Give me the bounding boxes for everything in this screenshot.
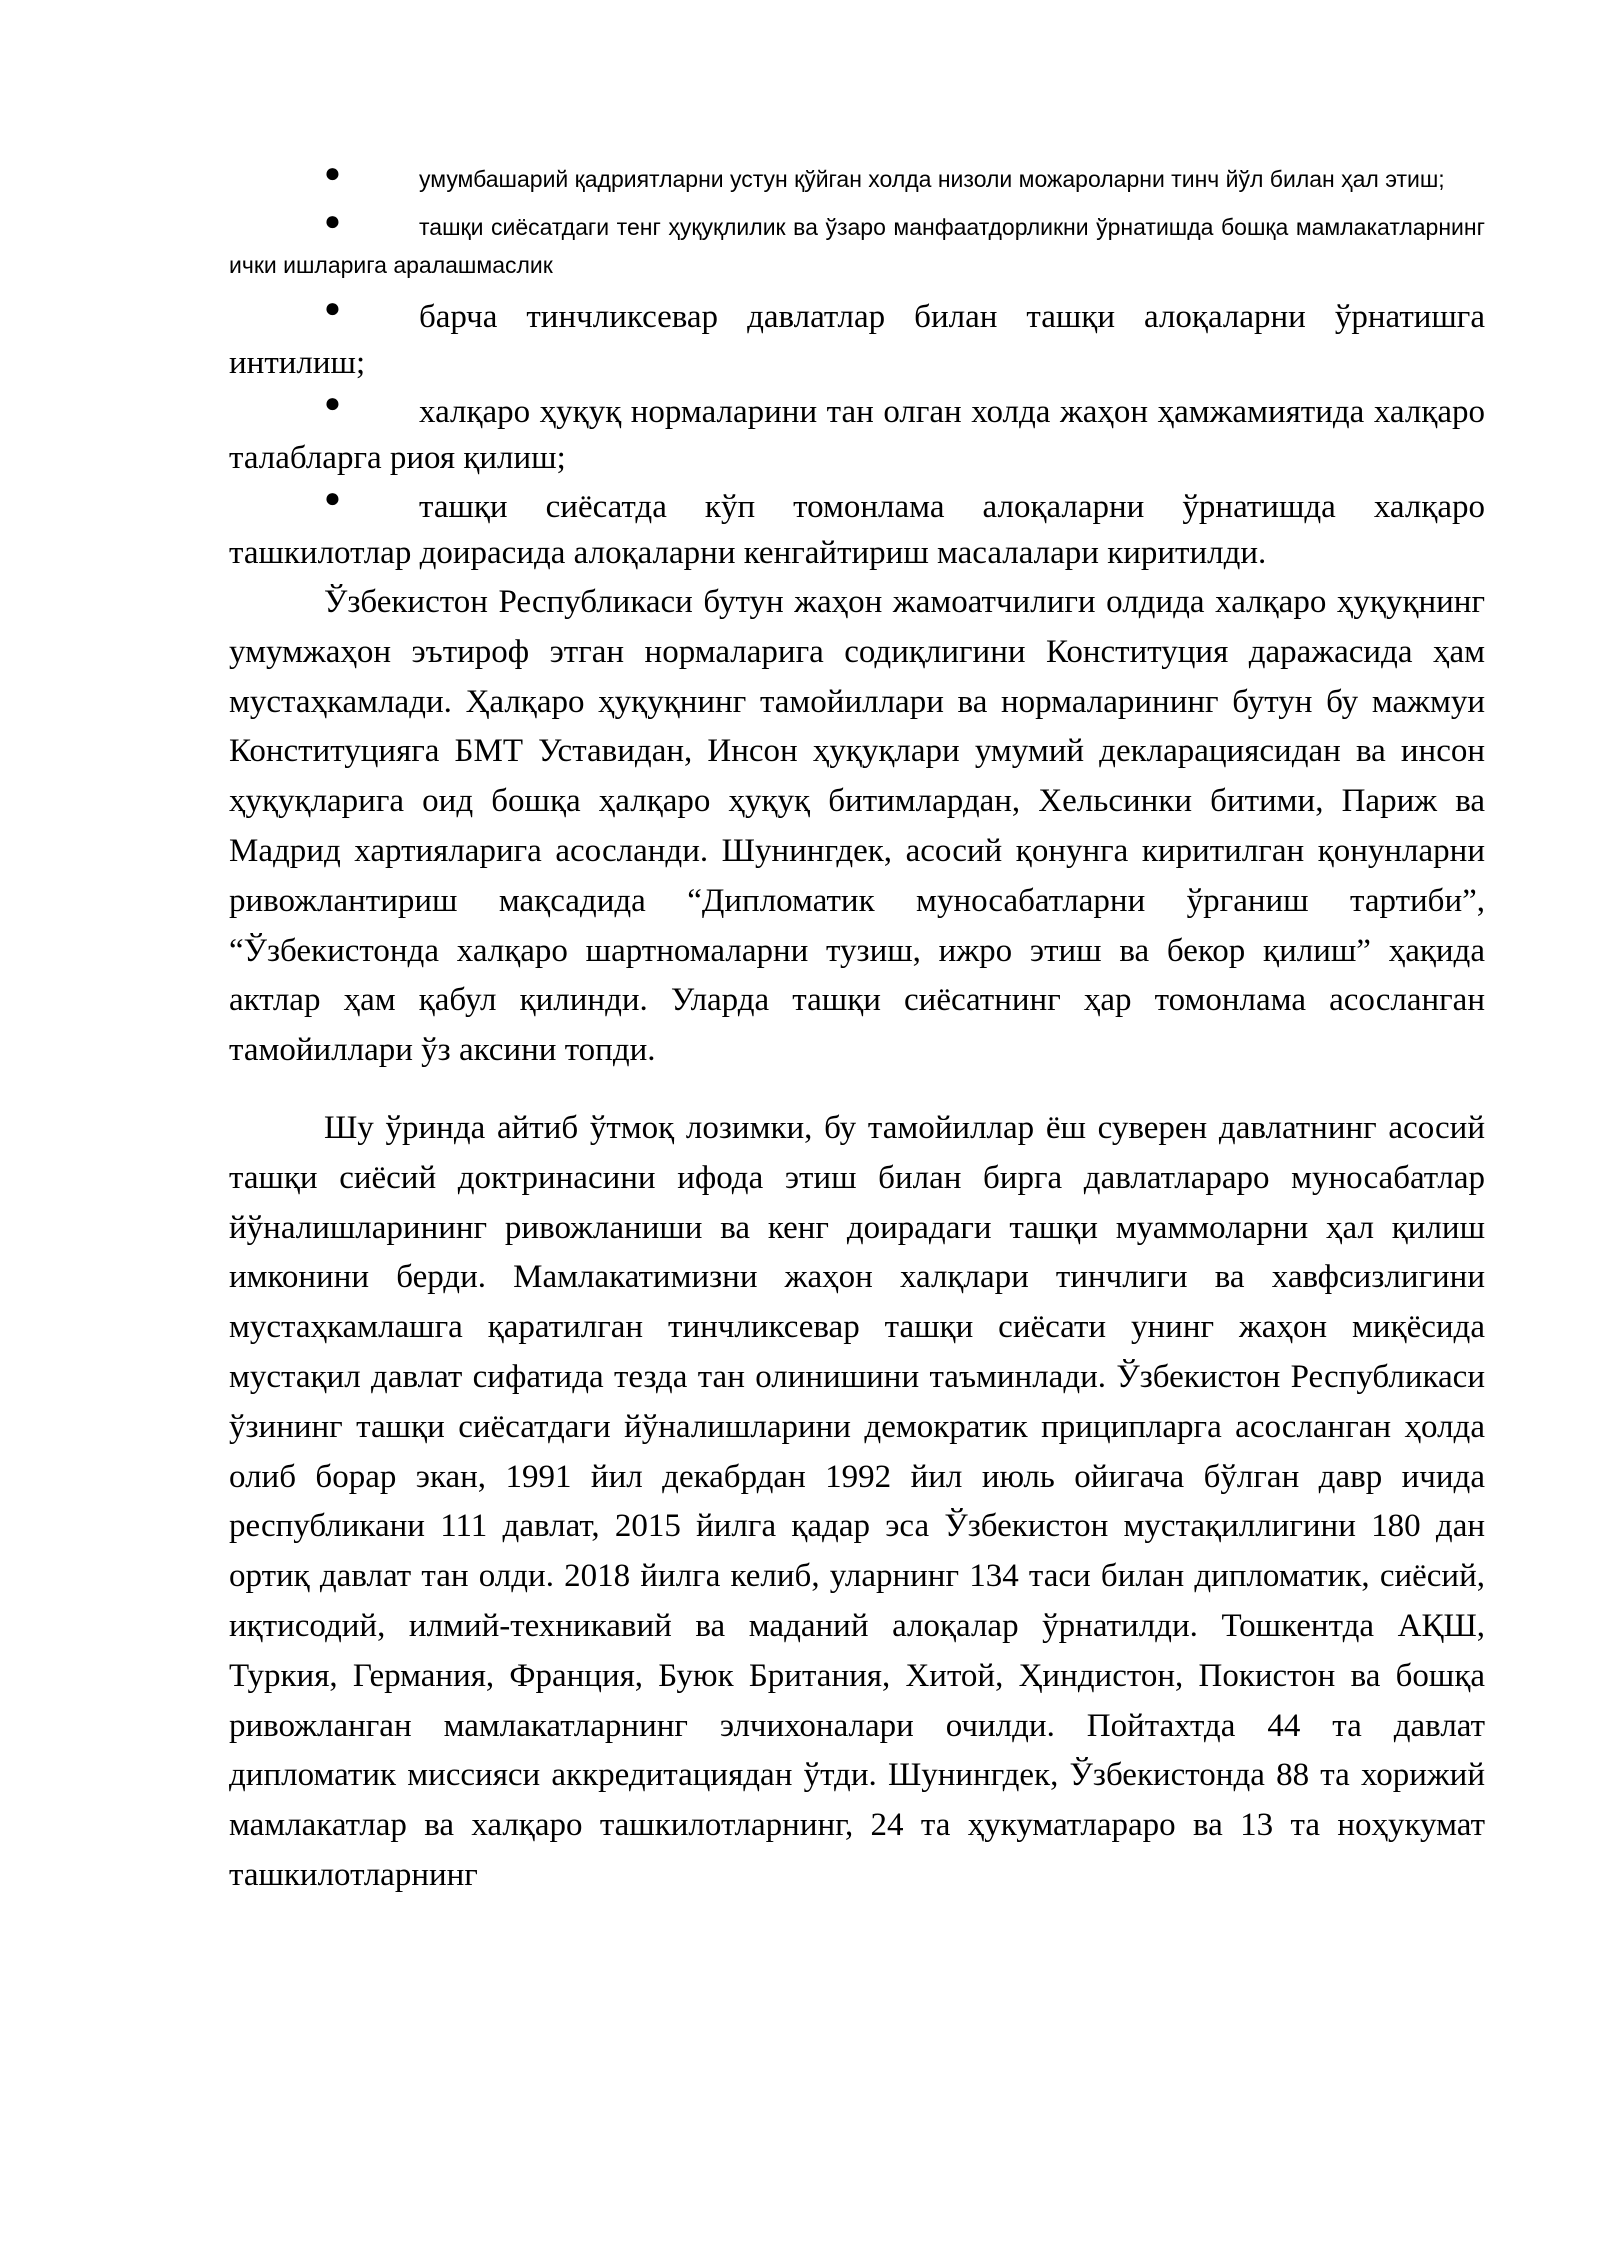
bullet-marker: ● <box>324 483 341 514</box>
bullet-text: ташқи сиёсатда кўп томонлама алоқаларни ўрнатишда халқаро ташкилотлар доирасида алоқаларни кенгайтириш масалалари киритилди. <box>229 489 1485 571</box>
bullet-text: ташқи сиёсатдаги тенг ҳуқуқлилик ва ўзаро манфаатдорликни ўрнатишда бошқа мамлакатларнинг ички ишларига аралашмаслик <box>229 214 1485 278</box>
body-paragraph: Ўзбекистон Республикаси бутун жаҳон жамоатчилиги олдида халқаро ҳуқуқнинг умумжаҳон эътироф этган нормаларига содиқлигини Конституция даражасида ҳам мустаҳкамлади. Ҳалқаро ҳуқуқнинг тамойиллари ва нормаларининг бутун бу мажмуи Конституцияга БМТ Уставидан, Инсон ҳуқуқлари умумий декларациясидан ва инсон ҳуқуқларига оид бошқа ҳалқаро ҳуқуқ битимлардан, Хельсинки битими, Париж ва Мадрид хартияларига асосланди. Шунингдек, асосий қонунга киритилган қонунларни ривожлантириш мақсадида “Дипломатик муносабатларни ўрганиш тартиби”, “Ўзбекистонда халқаро шартномаларни тузиш, ижро этиш ва бекор қилиш” ҳақида актлар ҳам қабул қилинди. Уларда ташқи сиёсатнинг ҳар томонлама асосланган тамойиллари ўз аксини топди. <box>229 584 1485 1069</box>
bullet-marker: ● <box>324 293 341 324</box>
bullet-text: барча тинчликсевар давлатлар билан ташқи алоқаларни ўрнатишга интилиш; <box>229 299 1485 381</box>
bullet-item <box>229 205 1485 284</box>
bullet-marker: ● <box>324 157 341 188</box>
bullet-marker: ● <box>324 205 341 236</box>
bullet-marker: ● <box>324 388 341 419</box>
bullet-item <box>229 389 1485 481</box>
bullet-text: халқаро ҳуқуқ нормаларини тан олган холда жаҳон ҳамжамиятида халқаро талабларга риоя қилиш; <box>229 394 1485 476</box>
document-page <box>229 157 1485 1901</box>
bullet-item <box>229 157 1485 198</box>
bullet-text: умумбашарий қадриятларни устун қўйган холда низоли можароларни тинч йўл билан ҳал этиш; <box>419 166 1445 192</box>
bullet-item <box>229 484 1485 576</box>
bullet-item <box>229 294 1485 386</box>
body-paragraph: Шу ўринда айтиб ўтмоқ лозимки, бу тамойиллар ёш суверен давлатнинг асосий ташқи сиёсий доктринасини ифода этиш билан бирга давлатлараро муносабатлар йўналишларининг ривожланиши ва кенг доирадаги ташқи муаммоларни ҳал қилиш имконини берди. Мамлакатимизни жаҳон халқлари тинчлиги ва хавфсизлигини мустаҳкамлашга қаратилган тинчликсевар ташқи сиёсати унинг жаҳон миқёсида мустақил давлат сифатида тезда тан олинишини таъминлади. Ўзбекистон Республикаси ўзининг ташқи сиёсатдаги йўналишларини демократик приципларга асосланган ҳолда олиб борар экан, 1991 йил декабрдан 1992 йил июль ойигача бўлган давр ичида республикани 111 давлат, 2015 йилга қадар эса Ўзбекистон мустақиллигини 180 дан ортиқ давлат тан олди. 2018 йилга келиб, уларнинг 134 таси билан дипломатик, сиёсий, иқтисодий, илмий-техникавий ва маданий алоқалар ўрнатилди. Тошкентда АҚШ, Туркия, Германия, Франция, Буюк Британия, Хитой, Ҳиндистон, Покистон ва бошқа ривожланган мамлакатларнинг элчихоналари очилди. Пойтахтда 44 та давлат дипломатик миссияси аккредитациядан ўтди. Шунингдек, Ўзбекистонда 88 та хорижий мамлакатлар ва халқаро ташкилотларнинг, 24 та ҳукуматлараро ва 13 та ноҳукумат ташкилотларнинг <box>229 1109 1485 1893</box>
